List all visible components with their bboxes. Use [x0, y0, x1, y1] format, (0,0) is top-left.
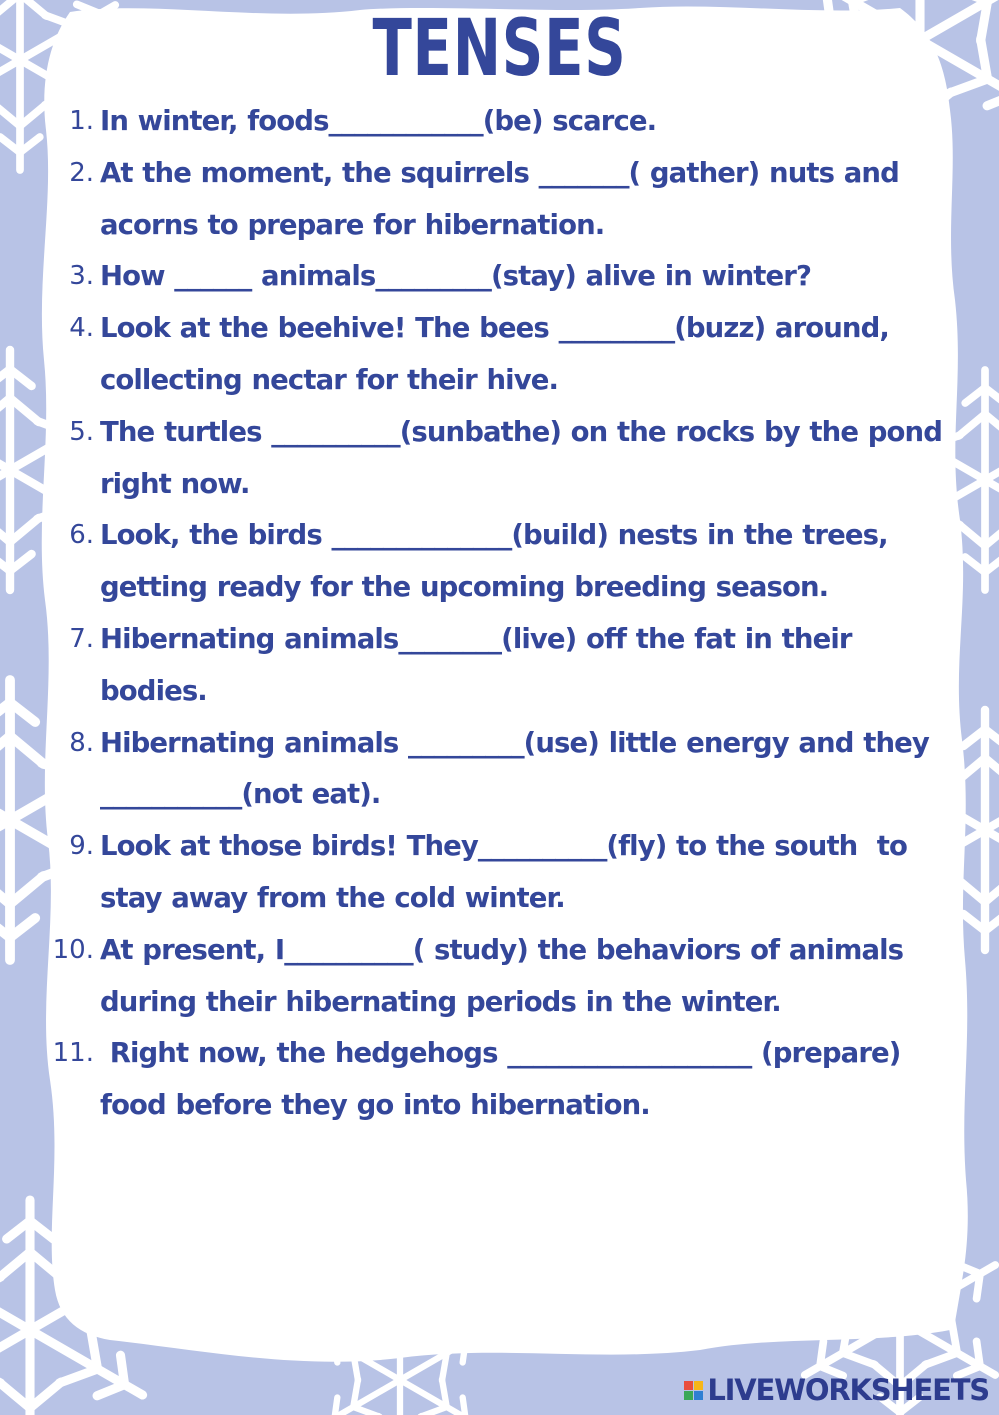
item-text: Hibernating animals _________(use) little energy and they ___________(not eat). — [100, 726, 939, 811]
logo-square-green — [684, 1391, 693, 1400]
exercise-item — [0, 303, 999, 407]
item-text: Look, the birds ______________(build) nests in the trees, getting ready for the upcoming breeding season. — [100, 519, 898, 604]
item-text: Right now, the hedgehogs ___________________ (prepare) food before they go into hibernation. — [100, 1037, 911, 1122]
logo-square-red — [684, 1381, 693, 1390]
exercise-item — [0, 821, 999, 925]
item-text: Look at those birds! They__________(fly) to the south to stay away from the cold winter. — [100, 830, 917, 914]
exercise-item — [0, 96, 999, 148]
item-number: 11. — [52, 1038, 94, 1069]
brand-name: LIVEWORKSHEETS — [707, 1373, 989, 1407]
item-text: At the moment, the squirrels _______( gather) nuts and acorns to prepare for hibernation. — [100, 156, 909, 241]
item-number: 7. — [69, 623, 94, 654]
item-number: 9. — [69, 831, 94, 862]
item-number: 10. — [52, 934, 94, 965]
exercise-item — [0, 148, 999, 252]
exercise-item — [0, 614, 999, 718]
item-text: Look at the beehive! The bees _________(buzz) around, collecting nectar for their hive. — [100, 312, 899, 396]
exercise-item — [0, 718, 999, 822]
item-text: How ______ animals_________(stay) alive in winter? — [100, 260, 812, 293]
item-text: Hibernating animals________(live) off the fat in their bodies. — [100, 622, 862, 707]
item-number: 3. — [69, 261, 94, 292]
exercise-item — [0, 925, 999, 1029]
exercise-item — [0, 510, 999, 614]
item-text: The turtles __________(sunbathe) on the rocks by the pond right now. — [100, 415, 952, 500]
item-number: 1. — [69, 106, 94, 136]
exercise-item — [0, 1028, 999, 1132]
liveworksheets-logo-icon — [684, 1381, 703, 1400]
exercise-item — [0, 407, 999, 511]
item-number: 4. — [69, 313, 94, 344]
exercise-item — [0, 251, 999, 303]
item-text: In winter, foods____________(be) scarce. — [100, 105, 657, 137]
logo-square-yellow — [694, 1381, 703, 1390]
page-title: TENSES — [372, 4, 627, 94]
item-number: 8. — [69, 727, 94, 758]
item-number: 5. — [69, 416, 94, 447]
exercise-list — [0, 96, 999, 1132]
item-text: At present, I__________( study) the behaviors of animals during their hibernating periods in the winter. — [100, 933, 913, 1018]
footer-brand — [684, 1373, 989, 1407]
item-number: 2. — [69, 157, 94, 188]
item-number: 6. — [69, 520, 94, 551]
logo-square-blue — [694, 1391, 703, 1400]
